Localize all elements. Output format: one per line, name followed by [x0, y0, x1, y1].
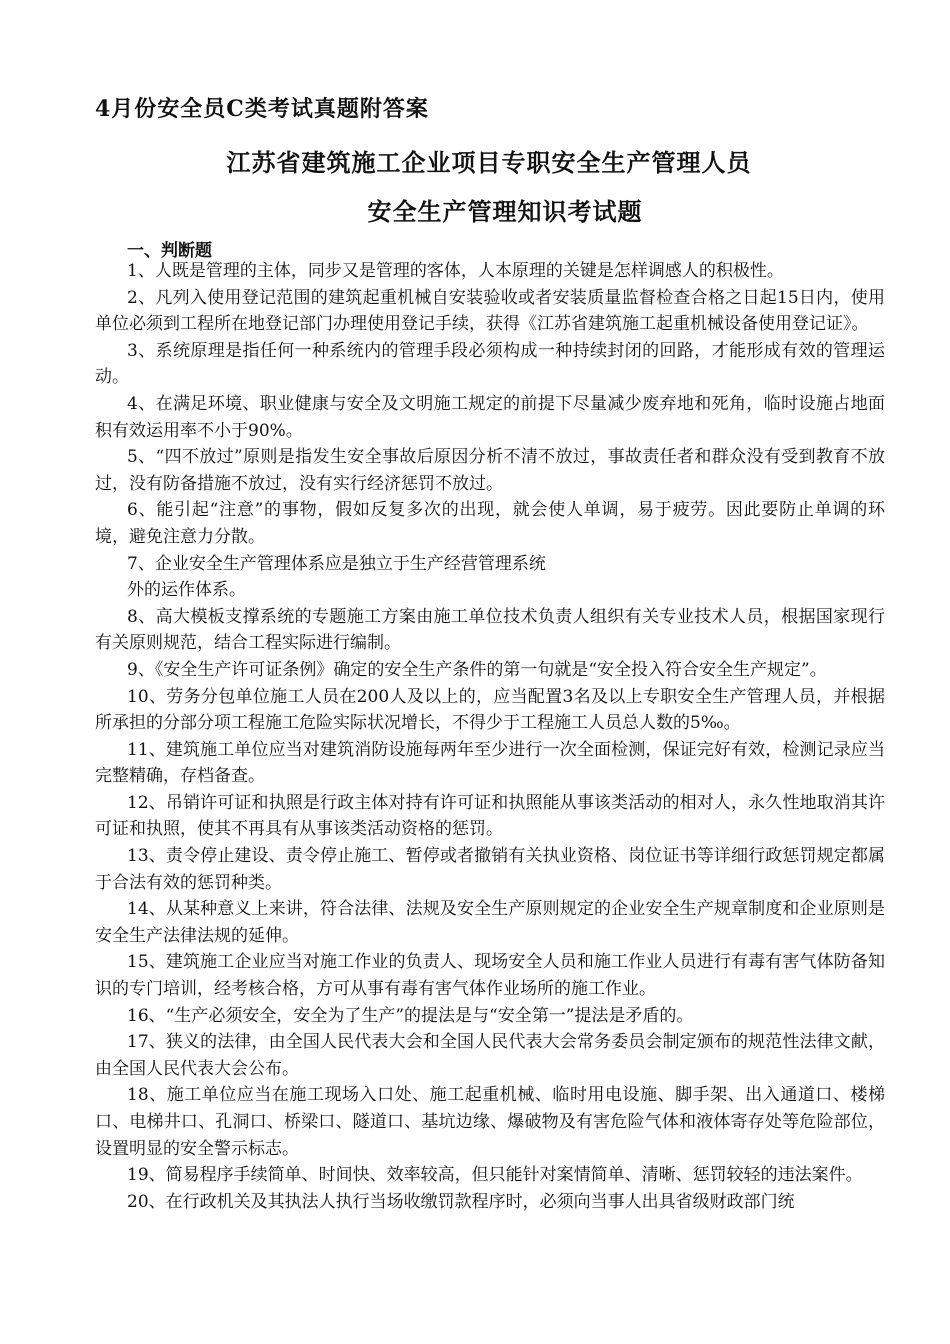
- question-item: 20、在行政机关及其执法人执行当场收缴罚款程序时，必须向当事人出具省级财政部门统: [127, 1191, 795, 1212]
- question-item: 2、凡列入使用登记范围的建筑起重机械自安装验收或者安装质量监督检查合格之日起15日内，使用单位必须到工程所在地登记部门办理使用登记手续，获得《江苏省建筑施工起重机械设备使用登记证》。: [95, 287, 885, 335]
- question-item: 13、责令停止建设、责令停止施工、暂停或者撤销有关执业资格、岗位证书等详细行政惩罚规定都属于合法有效的惩罚种类。: [95, 846, 885, 893]
- document-title: 4月份安全员C类考试真题附答案: [95, 96, 429, 122]
- question-item: 17、狭义的法律，由全国人民代表大会和全国人民代表大会常务委员会制定颁布的规范性法律文献，由全国人民代表大会公布。: [95, 1032, 885, 1079]
- question-item: 16、“生产必须安全，安全为了生产”的提法是与“安全第一”提法是矛盾的。: [127, 1005, 694, 1026]
- question-item: 8、高大模板支撑系统的专题施工方案由施工单位技术负责人组织有关专业技术人员，根据国家现行有关原则规范，结合工程实际进行编制。: [95, 606, 885, 654]
- question-item-continuation: 外的运作体系。: [127, 580, 246, 601]
- question-item: 18、施工单位应当在施工现场入口处、施工起重机械、临时用电设施、脚手架、出入通道口、楼梯口、电梯井口、孔洞口、桥梁口、隧道口、基坑边缘、爆破物及有害危险气体和液体寄存处等危险部位，设置明显的安全警示标志。: [95, 1085, 885, 1159]
- question-item: 14、从某种意义上来讲，符合法律、法规及安全生产原则规定的企业安全生产规章制度和企业原则是安全生产法律法规的延伸。: [95, 899, 885, 946]
- exam-title-line-2: 安全生产管理知识考试题: [367, 197, 643, 226]
- question-item: 6、能引起“注意”的事物，假如反复多次的出现，就会使人单调，易于疲劳。因此要防止单调的环境，避免注意力分散。: [95, 500, 885, 547]
- question-item: 10、劳务分包单位施工人员在200人及以上的，应当配置3名及以上专职安全生产管理人员，并根据所承担的分部分项工程施工危险实际状况增长，不得少于工程施工人员总人数的5‰。: [95, 686, 885, 734]
- question-item: 3、系统原理是指任何一种系统内的管理手段必须构成一种持续封闭的回路，才能形成有效的管理运动。: [95, 340, 885, 388]
- question-item: 19、简易程序手续简单、时间快、效率较高，但只能针对案情简单、清晰、惩罚较轻的违法案件。: [127, 1165, 863, 1186]
- question-item: 15、建筑施工企业应当对施工作业的负责人、现场安全人员和施工作业人员进行有毒有害气体防备知识的专门培训，经考核合格，方可从事有毒有害气体作业场所的施工作业。: [95, 952, 885, 1000]
- question-item: 7、企业安全生产管理体系应是独立于生产经营管理系统: [127, 553, 546, 574]
- question-item: 1、人既是管理的主体，同步又是管理的客体，人本原理的关键是怎样调感人的积极性。: [127, 261, 784, 281]
- section-heading: 一、判断题: [127, 241, 212, 261]
- question-item: 9、《安全生产许可证条例》确定的安全生产条件的第一句就是“安全投入符合安全生产规定”。: [127, 659, 827, 680]
- question-list: [95, 258, 885, 1215]
- question-item: 5、“四不放过”原则是指发生安全事故后原因分析不清不放过，事故责任者和群众没有受到教育不放过，没有防备措施不放过，没有实行经济惩罚不放过。: [95, 447, 885, 494]
- question-item: 11、建筑施工单位应当对建筑消防设施每两年至少进行一次全面检测，保证完好有效，检测记录应当完整精确，存档备查。: [95, 739, 885, 787]
- exam-title-line-1: 江苏省建筑施工企业项目专职安全生产管理人员: [226, 148, 752, 177]
- question-item: 12、吊销许可证和执照是行政主体对持有许可证和执照能从事该类活动的相对人，永久性地取消其许可证和执照，使其不再具有从事该类活动资格的惩罚。: [95, 792, 885, 840]
- question-item: 4、在满足环境、职业健康与安全及文明施工规定的前提下尽量减少废弃地和死角，临时设施占地面积有效运用率不小于90%。: [95, 393, 885, 441]
